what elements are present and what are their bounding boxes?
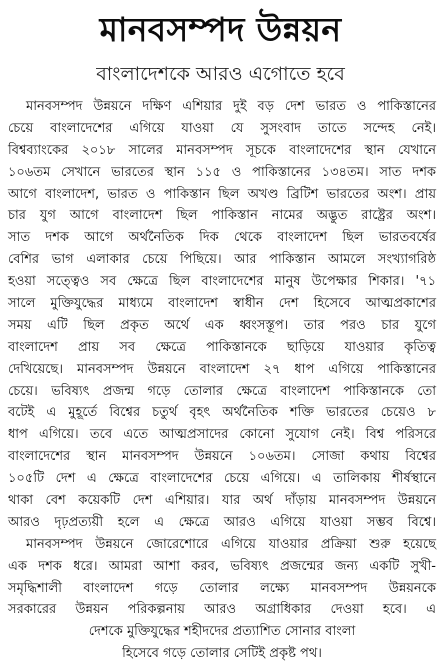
body-line: দেখিয়েছে। মানবসম্পদ উন্নয়নে বাংলাদেশ ২৭ ধাপ এগিয়ে পাকিস্তানের (8, 361, 436, 377)
headline: মানবসম্পদ উন্নয়ন (99, 10, 342, 49)
body-line: ১০৬তম সেখানে ভারতের স্থান ১১৫ ও পাকিস্তানের ১৩৪তম। সাত দশক (8, 164, 436, 180)
body-line: বটেই এ মুহূর্তে বিশ্বের চতুর্থ বৃহৎ অর্থনৈতিক শক্তি ভারতের চেয়েও ৮ (8, 405, 436, 421)
body-line: থাকা বেশ কয়েকটি দেশ এশিয়ার। যার অর্থ দাঁড়ায় মানবসম্পদ উন্নয়নে (8, 493, 436, 509)
body-line: আগে বাংলাদেশ, ভারত ও পাকিস্তান ছিল অখণ্ড ব্রিটিশ ভারতের অংশ। প্রায় (8, 186, 436, 202)
body-line: সাত দশক আগে অর্থনৈতিক দিক থেকে বাংলাদেশ ছিল ভারতবর্ষের (8, 230, 436, 246)
body-line: বাংলাদেশের স্থান মানবসম্পদ উন্নয়নে ১০৬তম। সোজা কথায় বিশ্বের (8, 449, 436, 465)
subheadline: বাংলাদেশকে আরও এগোতে হবে (96, 63, 345, 85)
body-line: ধাপ এগিয়ে। তবে এতে আত্মপ্রসাদের কোনো সুযোগ নেই। বিশ্ব পরিসরে (8, 427, 436, 443)
body-line: বেশির ভাগ এলাকার চেয়ে পিছিয়ে। আর পাকিস্তান আমলে সংখ্যাগরিষ্ঠ (8, 252, 436, 268)
body-line: সরকারের উন্নয়ন পরিকল্পনায় আরও অগ্রাধিকার দেওয়া হবে। এ (8, 602, 436, 618)
body-line: মানবসম্পদ উন্নয়নে দক্ষিণ এশিয়ার দুই বড় দেশ ভারত ও পাকিস্তানের (26, 99, 436, 114)
body-line: সময় এটি ছিল প্রকৃত অর্থে এক ধ্বংসস্তূপ। তার পরও চার যুগে (8, 317, 436, 333)
body-line: এক দশক ধরে। আমরা আশা করব, ভবিষ্যৎ প্রজন্মের জন্য একটি সুখী- (8, 558, 436, 574)
body-line: বাংলাদেশ প্রায় সব ক্ষেত্রে পাকিস্তানকে ছাড়িয়ে যাওয়ার কৃতিত্ব (8, 339, 436, 355)
body-line: চেয়ে। ভবিষ্যৎ প্রজন্ম গড়ে তোলার ক্ষেত্রে বাংলাদেশ পাকিস্তানকে তো (8, 383, 436, 399)
body-line: আরও দৃঢ়প্রত্যয়ী হলে এ ক্ষেত্রে আরও এগিয়ে যাওয়া সম্ভব বিশ্বে। (8, 514, 436, 530)
body-line: চেয়ে বাংলাদেশের এগিয়ে যাওয়া যে সুসংবাদ তাতে সন্দেহ নেই। (8, 120, 436, 136)
body-line: সমৃদ্ধিশালী বাংলাদেশ গড়ে তোলার লক্ষ্যে মানবসম্পদ উন্নয়নকে (8, 580, 436, 596)
article-body (8, 96, 436, 665)
body-line: মানবসম্পদ উন্নয়নে জোরেশোরে এগিয়ে যাওয়ার প্রক্রিয়া শুরু হয়েছে (26, 536, 436, 552)
body-line: হওয়া সত্ত্বেও সব ক্ষেত্রে ছিল বাংলাদেশের মানুষ উপেক্ষার শিকার। '৭১ (8, 274, 436, 290)
body-line: দেশকে মুক্তিযুদ্ধের শহীদদের প্রত্যাশিত সোনার বাংলা (88, 624, 356, 640)
body-line: সালে মুক্তিযুদ্ধের মাধ্যমে বাংলাদেশ স্বাধীন দেশ হিসেবে আত্মপ্রকাশের (8, 296, 436, 312)
body-line: বিশ্বব্যাংকের ২০১৮ সালের মানবসম্পদ সূচকে বাংলাদেশের স্থান যেখানে (8, 142, 436, 158)
body-line: চার যুগ আগে বাংলাদেশ ছিল পাকিস্তান নামের অদ্ভুত রাষ্ট্রের অংশ। (8, 208, 436, 224)
body-line: ১০৫টি দেশ এ ক্ষেত্রে বাংলাদেশের চেয়ে এগিয়ে। এ তালিকায় শীর্ষস্থানে (8, 471, 436, 487)
body-line: হিসেবে গড়ে তোলার সেটিই প্রকৃষ্ট পথ। (122, 646, 322, 662)
